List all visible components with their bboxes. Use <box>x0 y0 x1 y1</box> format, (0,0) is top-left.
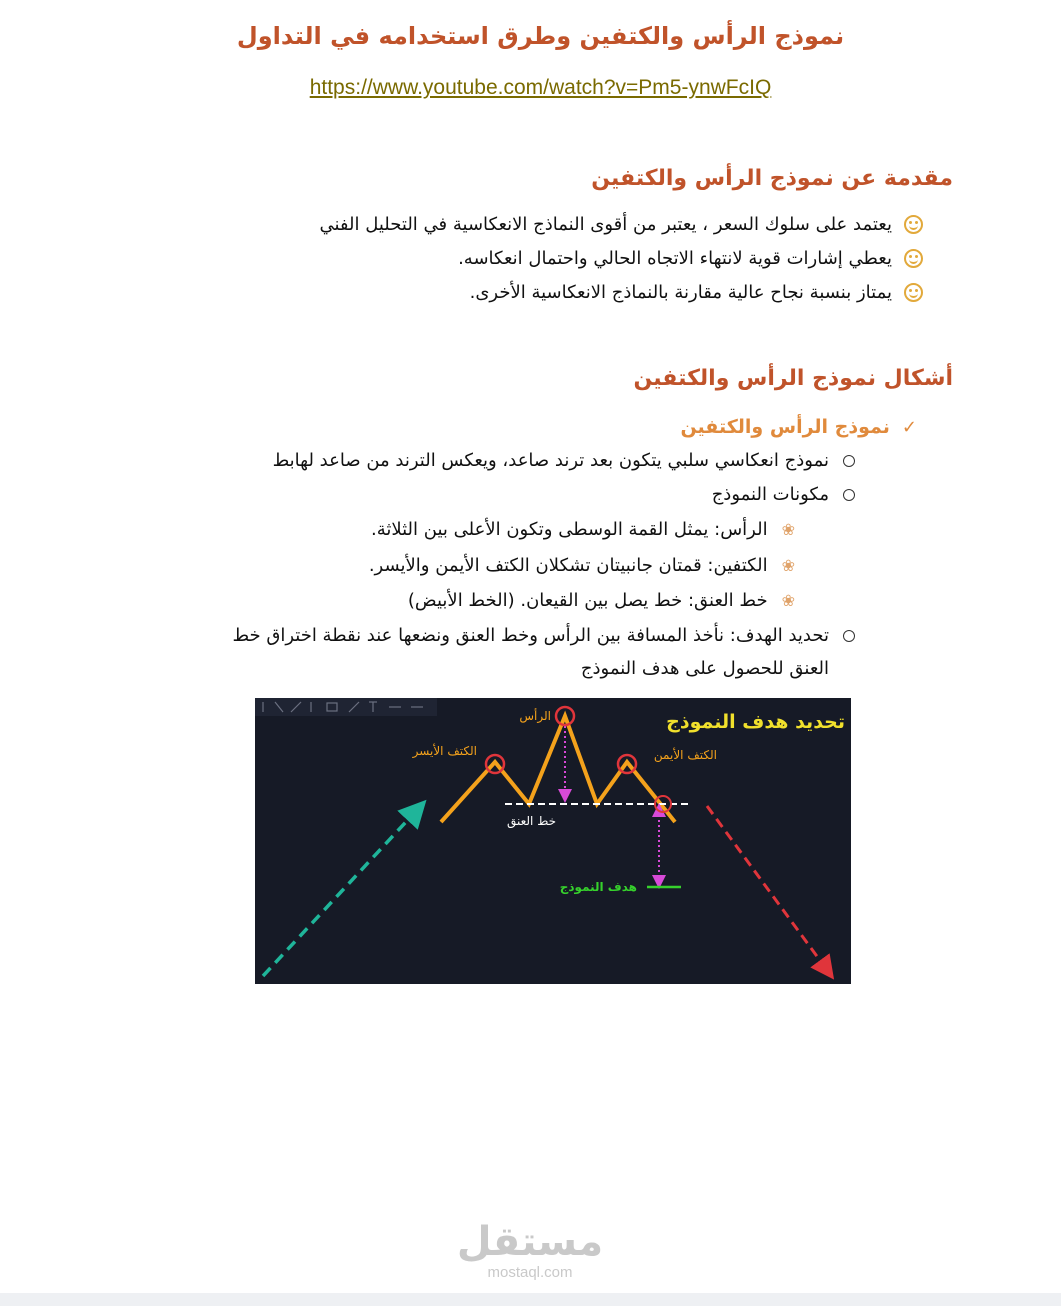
list-item <box>273 450 855 471</box>
component-item <box>408 590 795 611</box>
neckline-label: خط العنق <box>506 814 556 828</box>
list-item <box>712 484 855 505</box>
pattern-diagram <box>255 698 851 984</box>
watermark-url: mostaql.com <box>487 1264 573 1281</box>
component-text: الكتفين: قمتان جانبيتان تشكلان الكتف الأيمن والأيسر. <box>368 555 768 576</box>
smiley-icon <box>904 249 923 268</box>
item-text: مكونات النموذج <box>711 484 829 505</box>
smiley-icon <box>904 283 923 302</box>
target-label: هدف النموذج <box>559 880 637 894</box>
list-item <box>320 214 924 235</box>
bullet-text: يمتاز بنسبة نجاح عالية مقارنة بالنماذج الانعكاسية الأخرى. <box>469 282 892 303</box>
mostaql-watermark <box>430 1219 630 1281</box>
head-label: الرأس <box>519 709 551 723</box>
component-text: خط العنق: خط يصل بين القيعان. (الخط الأبيض) <box>407 590 768 611</box>
section-heading-shapes: أشكال نموذج الرأس والكتفين <box>633 366 953 391</box>
chart-toolbar <box>255 698 437 716</box>
watermark-logo: مستقل <box>456 1219 604 1265</box>
list-item-continuation <box>581 658 829 679</box>
circle-bullet-icon <box>843 455 855 467</box>
list-item <box>458 248 923 269</box>
subsection-heading <box>680 416 917 438</box>
smiley-icon <box>904 215 923 234</box>
subsection-title: نموذج الرأس والكتفين <box>680 416 890 438</box>
section-heading-intro: مقدمة عن نموذج الرأس والكتفين <box>591 166 953 191</box>
bullet-text: يعتمد على سلوك السعر ، يعتبر من أقوى النماذج الانعكاسية في التحليل الفني <box>319 214 892 235</box>
item-text: تحديد الهدف: نأخذ المسافة بين الرأس وخط العنق ونضعها عند نقطة اختراق خط <box>232 625 829 646</box>
left-shoulder-label: الكتف الأيسر <box>412 744 477 758</box>
figure-title: تحديد هدف النموذج <box>666 711 845 733</box>
list-item <box>232 625 855 646</box>
item-text: نموذج انعكاسي سلبي يتكون بعد ترند صاعد، ويعكس الترند من صاعد لهابط <box>272 450 829 471</box>
flower-bullet-icon: ❀ <box>781 556 795 575</box>
flower-bullet-icon: ❀ <box>781 520 795 539</box>
bottom-bar <box>0 1293 1061 1306</box>
document-title: نموذج الرأس والكتفين وطرق استخدامه في التداول <box>236 22 845 50</box>
component-item <box>371 519 795 540</box>
flower-bullet-icon: ❀ <box>781 591 795 610</box>
list-item <box>470 282 923 303</box>
youtube-link[interactable]: https://www.youtube.com/watch?v=Pm5-ynwFcIQ <box>309 76 772 99</box>
item-text: العنق للحصول على هدف النموذج <box>580 658 829 679</box>
circle-bullet-icon <box>843 489 855 501</box>
head-and-shoulders-figure <box>255 698 851 984</box>
right-shoulder-label: الكتف الأيمن <box>653 748 717 762</box>
checkmark-icon: ✓ <box>901 416 917 438</box>
circle-bullet-icon <box>843 630 855 642</box>
component-text: الرأس: يمثل القمة الوسطى وتكون الأعلى بين الثلاثة. <box>371 519 768 540</box>
bullet-text: يعطي إشارات قوية لانتهاء الاتجاه الحالي واحتمال انعكاسه. <box>458 248 892 269</box>
component-item <box>369 555 795 576</box>
